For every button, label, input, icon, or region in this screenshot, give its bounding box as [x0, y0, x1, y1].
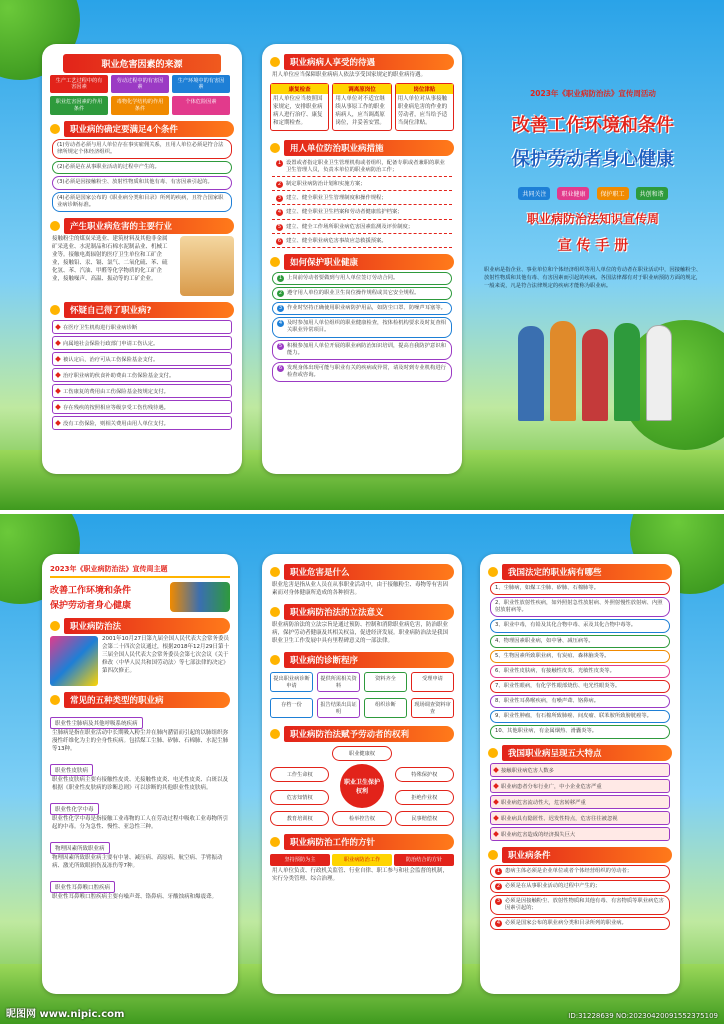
- number-icon: 1: [496, 867, 501, 874]
- panel-law-overview: [42, 554, 238, 994]
- section-title: 常见的五种类型的职业病: [64, 692, 230, 708]
- cover-title-1: 改善工作环境和条件: [512, 115, 674, 136]
- number-icon: 2: [278, 289, 283, 296]
- number-icon: 3: [496, 897, 501, 904]
- item-text: 作业时坚持正确使用职业病防护用品，如防尘口罩、防噪声耳塞等。: [287, 305, 446, 312]
- flow-step: 提出职业病诊断申请: [270, 672, 313, 692]
- disease-type: [50, 796, 230, 833]
- list-item: 工伤康复的费用由工伤保险基金按规定支付。: [52, 384, 232, 398]
- list-item: [272, 207, 452, 219]
- slogan-row: [42, 582, 238, 612]
- disease-type-name: 职业性尘肺病及其他呼吸系统疾病: [50, 717, 143, 729]
- list-item: 2、职业性放射性疾病，如外照射急性放射病、外照射慢性放射病、内照射放射病等。: [490, 597, 670, 617]
- number-icon: 4: [496, 920, 501, 927]
- list-item: [272, 272, 452, 285]
- feature-item: 接触职业病危害人数多: [490, 763, 670, 777]
- source-chip: 劳动过程中的有害因素: [111, 75, 169, 93]
- policy-chip: 防治结合的方针: [394, 854, 454, 866]
- item-text: 上岗前劳动者要做到与用人单位签订劳动合同。: [287, 274, 399, 281]
- source-chip: 职业危害因素的作用条件: [50, 96, 108, 114]
- item-text: 建立、健全工作场所职业病危害因素监测及评价制度；: [286, 223, 414, 230]
- number-icon: 1: [277, 159, 282, 166]
- policy-row: [262, 852, 462, 868]
- section-header: [270, 652, 454, 668]
- section-header: [488, 745, 672, 761]
- cover-tag: 职业健康: [557, 187, 589, 200]
- policy-chip: 职业病防治工作: [332, 854, 392, 866]
- cover-title-2: 保护劳动者身心健康: [512, 149, 674, 170]
- number-icon: 6: [278, 364, 283, 371]
- section-text: 职业病防治法的立法宗旨是通过预防、控制和消除职业病危害，防治职业病，保护劳动者健康及其相关权益，促进经济发展。职业病防治法是我国职业卫生工作发展中具有里程碑意义的一部法律。: [272, 621, 449, 644]
- section-title: 职业病病人享受的待遇: [284, 54, 454, 70]
- right-item: 教育培训权: [270, 811, 329, 826]
- list-item: [272, 193, 452, 205]
- number-icon: 5: [278, 342, 283, 349]
- list-item: [490, 880, 670, 893]
- treatment-card: [332, 83, 391, 131]
- disease-type-name: 职业性耳鼻喉口腔疾病: [50, 881, 115, 893]
- section-title: 职业病的确定要满足4个条件: [64, 121, 234, 137]
- section-title: 职业病防治工作的方针: [284, 834, 454, 850]
- section-title: 如何保护职业健康: [284, 254, 454, 270]
- number-icon: 4: [278, 320, 283, 327]
- section-header: [50, 692, 230, 708]
- list-item: (3)必须是因接触粉尘、放射性物质和其他有毒、有害因素引起的。: [52, 176, 232, 189]
- worker-illustration: [180, 236, 234, 296]
- source-chip: 毒物化学结构的作用条件: [111, 96, 169, 114]
- section-header: [270, 54, 454, 70]
- section-header: [50, 54, 234, 73]
- bullet-icon: [270, 655, 280, 665]
- disease-type-name: 物理因素所致职业病: [50, 842, 110, 854]
- list-item: [272, 236, 452, 248]
- cover-subtitle: 2023年《职业病防治法》宣传周活动: [530, 89, 656, 98]
- brochure-back: [0, 514, 724, 1024]
- list-item: 没有工伤保险，则相关费用由用人单位支付。: [52, 416, 232, 430]
- list-item: 7、职业性眼病，有化学性眼部烧伤、电光性眼炎等。: [490, 680, 670, 693]
- section-title: 职业病防治法的立法意义: [284, 604, 454, 620]
- list-item: [272, 362, 452, 382]
- hazard-source-chips: [42, 75, 242, 115]
- bullet-icon: [488, 748, 498, 758]
- bullet-icon: [270, 729, 280, 739]
- section-title: 职业危害因素的来源: [63, 54, 221, 73]
- section-text: 职业危害是指从业人员在从事职业活动中，由于接触粉尘、毒物等有害因素而对身体健康所造成的各种损害。: [272, 582, 449, 596]
- feature-item: 职业病危害流动性大，危害转移严重: [490, 795, 670, 809]
- section-header: [488, 564, 672, 580]
- disease-type-name: 职业性皮肤病: [50, 764, 93, 776]
- disease-type-desc: 职业性化学中毒是指接触工业毒物的工人在劳动过程中吸收工业毒物所引起的中毒。分为急性、慢性、亚急性三种。: [52, 815, 229, 830]
- section-title: 职业病条件: [502, 847, 672, 863]
- cover-panel: [478, 88, 708, 421]
- policy-chip: 坚持预防为主: [270, 854, 330, 866]
- flow-step: 组织诊断: [364, 698, 407, 718]
- bullet-icon: [270, 257, 280, 267]
- theme-banner: 2023年《职业病防治法》宣传周主题: [50, 564, 230, 578]
- card-head: 调离原岗位: [333, 84, 390, 94]
- section-header: [270, 254, 454, 270]
- card-body: 用人单位对从事接触职业病危害的作业的劳动者，应当给予适当岗位津贴。: [397, 95, 448, 126]
- industry-text: 接触粉尘的煤炭采选业、建筑材料及其他非金属矿采选业、水泥制品和石棉水泥制品业、机械工业等。接触电离辐射的医疗卫生单位和工矿企业，接触铅、汞、镉、氯气、二氧化硫、苯、硫化氢、苯、汽油、甲醛等化学物质的化工矿企业，接触噪声、高温、振动等的工矿企业。: [52, 235, 168, 282]
- disease-type-name: 职业性化学中毒: [50, 803, 99, 815]
- list-item: [490, 865, 670, 878]
- list-item: 10、其他职业病，有金属烟热、滑囊炎等。: [490, 725, 670, 738]
- law-text: 2001年10月27日第九届全国人民代表大会常务委员会第二十四次会议通过，根据2018年12月29日第十三届全国人民代表大会常务委员会第七次会议《关于修改〈中华人民共和国劳动法〉等七部法律的决定》第四次修正。: [102, 636, 229, 674]
- list-item: 8、职业性耳鼻喉疾病，有噪声聋、铬鼻病。: [490, 695, 670, 708]
- list-item: 被认定后，治疗可从工伤保险基金支付。: [52, 352, 232, 366]
- disease-type-desc: 尘肺病是指在职业活动中长期吸入粉尘并在肺内潴留而引起的以肺组织弥漫性纤维化为主的全身性疾病。包括煤工尘肺、矽肺、石棉肺、水泥尘肺等13种。: [52, 730, 229, 752]
- section-title: 用人单位防治职业病措施: [284, 140, 454, 156]
- section-intro: 用人单位应当保障职业病病人依法享受国家规定的职业病待遇。: [272, 72, 427, 78]
- section-header: [270, 726, 454, 742]
- card-body: 用人单位应当按照国家规定，安排职业病病人进行治疗、康复和定期检查。: [273, 95, 323, 126]
- panel-employer-measures: [262, 44, 462, 474]
- list-item: 向属地社会保险行政部门申请工伤认定。: [52, 336, 232, 350]
- diagnosis-flow: [262, 670, 462, 720]
- list-item: [490, 895, 670, 915]
- bullet-icon: [50, 305, 60, 315]
- item-text: 患病主体必须是企业单位或者个体经营组织的劳动者；: [505, 867, 633, 874]
- item-text: 设置或者指定职业卫生管理机构或者组织，配备专职或者兼职的职业卫生管理人员，负责本单位的职业病防治工作；: [286, 159, 445, 173]
- section-title: 职业病防治法赋予劳动者的权利: [284, 726, 454, 742]
- number-icon: 2: [277, 181, 282, 188]
- number-icon: 3: [278, 305, 283, 312]
- section-title: 怀疑自己得了职业病?: [64, 302, 234, 318]
- watermark-left: 昵图网 www.nipic.com: [6, 1009, 125, 1020]
- item-text: 建立、健全职业病危害事故应急救援预案。: [286, 237, 387, 244]
- rights-center: 职业卫生保护权利: [340, 764, 384, 808]
- disease-type: [50, 710, 230, 755]
- right-item: 危害知情权: [270, 790, 329, 805]
- right-item: 拒绝作业权: [395, 790, 454, 805]
- section-title: 我国职业病呈现五大特点: [502, 745, 672, 761]
- number-icon: 3: [277, 195, 282, 202]
- section-header: [270, 140, 454, 156]
- disease-type: [50, 835, 230, 872]
- right-item: 职业健康权: [332, 746, 391, 761]
- section-header: [270, 834, 454, 850]
- list-item: 3、职业中毒，有铅及其化合物中毒、汞及其化合物中毒等。: [490, 619, 670, 632]
- bullet-icon: [270, 143, 280, 153]
- item-text: 制定职业病防治计划和实施方案；: [286, 181, 366, 188]
- source-chip: 个体危险因素: [172, 96, 230, 114]
- list-item: [272, 158, 452, 177]
- law-row: [42, 636, 238, 686]
- section-title: 职业病的诊断程序: [284, 652, 454, 668]
- right-item: 工作生命权: [270, 767, 329, 782]
- cover-tag: 共同关注: [518, 187, 550, 200]
- flow-step: 现场调查资料审查: [411, 698, 454, 718]
- slogan-1: 改善工作环境和条件: [50, 586, 132, 596]
- rights-diagram: [262, 744, 462, 828]
- bullet-icon: [270, 607, 280, 617]
- flow-step: 存档一份: [270, 698, 313, 718]
- disease-type-desc: 职业性皮肤病主要有接触性皮炎、光接触性皮炎、电光性皮炎、白斑以及根据《职业性皮肤病的诊断总则》可以诊断的其他职业性皮肤病。: [52, 776, 229, 791]
- number-icon: 5: [277, 223, 282, 230]
- section-header: [50, 618, 230, 634]
- number-icon: 6: [277, 237, 282, 244]
- list-item: [272, 222, 452, 234]
- bullet-icon: [488, 850, 498, 860]
- cover-tag: 共创和谐: [636, 187, 668, 200]
- section-title: 我国法定的职业病有哪些: [502, 564, 672, 580]
- card-head: 康复检查: [271, 84, 328, 94]
- cover-tags: [478, 181, 708, 200]
- list-item: (4)必须是国家公布的《职业病分类和目录》所列的疾病，且符合国家职业病诊断标准。: [52, 192, 232, 212]
- treatment-card: [270, 83, 329, 131]
- item-text: 积极参加用人单位开展的职业病防治知识培训，提高自我防护意识和能力。: [287, 342, 446, 356]
- list-item: [272, 287, 452, 300]
- right-item: 特殊保护权: [395, 767, 454, 782]
- feature-item: 职业病患者分布行业广，中小企业危害严重: [490, 779, 670, 793]
- books-illustration: [50, 636, 98, 686]
- section-header: [270, 604, 454, 620]
- flow-step: 提供所需相关资料: [317, 672, 360, 692]
- flow-step: 报告结果出具证明: [317, 698, 360, 718]
- list-item: [490, 917, 670, 930]
- number-icon: 2: [496, 882, 501, 889]
- watermark-right: ID:31228639 NO:20230420091552375109: [568, 1012, 718, 1020]
- list-item: [272, 302, 452, 315]
- list-item: 6、职业性皮肤病，有接触性皮炎、光敏性皮炎等。: [490, 665, 670, 678]
- bullet-icon: [488, 567, 498, 577]
- list-item: 5、生物因素所致职业病，有炭疽、森林脑炎等。: [490, 650, 670, 663]
- disease-type-desc: 职业性耳鼻喉口腔疾病主要有噪声聋、铬鼻病、牙酸蚀病和爆震聋。: [52, 893, 218, 900]
- section-header: [50, 218, 234, 234]
- bullet-icon: [50, 221, 60, 231]
- brochure-front: [0, 0, 724, 510]
- item-text: 必须是在从事职业活动的过程中产生的；: [505, 882, 601, 889]
- source-chip: 生产工艺过程中的有害因素: [50, 75, 108, 93]
- workers-illustration: [508, 301, 678, 421]
- flow-step: 资料齐全: [364, 672, 407, 692]
- list-item: 治疗职业病的伙食补助费由工伤保险基金支付。: [52, 368, 232, 382]
- list-item: 存在残疾的按照相应等级享受工伤伤残待遇。: [52, 400, 232, 414]
- industry-row: [42, 236, 242, 296]
- right-item: 民事赔偿权: [395, 811, 454, 826]
- disease-type: [50, 874, 230, 903]
- bullet-icon: [50, 124, 60, 134]
- item-text: 发现身体出现可能与职业有关的疾病或异常，请及时到专业机构进行检查或咨询。: [287, 364, 446, 378]
- panel-hazard-sources: [42, 44, 242, 474]
- section-header: [50, 121, 234, 137]
- bullet-icon: [50, 695, 60, 705]
- source-chip: 生产环境中的有害因素: [172, 75, 230, 93]
- cover-intro: 职业病是指企业、事业单位和个体经济组织等用人单位的劳动者在职业活动中，因接触粉尘、放射性物质和其他有毒、有害因素而引起的疾病。各国法律都有对于职业病预防方面的规定，一般来说，凡是符合法律规定的疾病才能称为职业病。: [484, 267, 702, 289]
- item-text: 遵守用人单位的职业卫生岗位操作规程或其它安全规程。: [287, 289, 420, 296]
- item-text: 建立、健全职业卫生档案和劳动者健康监护档案；: [286, 209, 403, 216]
- bullet-icon: [50, 621, 60, 631]
- workers-illustration: [170, 582, 230, 612]
- section-text: 用人单位负责、行政机关监管、行业自律、职工参与和社会监督的机制，实行分类管理、综合治理。: [272, 868, 449, 883]
- feature-item: 职业病具有隐匿性、迟发性特点，危害往往被忽视: [490, 811, 670, 825]
- treatment-columns: [262, 80, 462, 134]
- section-title: 职业病防治法: [64, 618, 230, 634]
- card-body: 用人单位对不适宜继续从事原工作的职业病病人，应当调离原岗位，并妥善安置。: [335, 95, 385, 126]
- cover-title-4: 宣 传 手 册: [557, 238, 629, 254]
- bullet-icon: [270, 837, 280, 847]
- section-title: 产生职业病危害的主要行业: [64, 218, 234, 234]
- card-head: 岗位津贴: [396, 84, 453, 94]
- panel-legal-diseases: [480, 554, 680, 994]
- section-header: [270, 564, 454, 580]
- feature-item: 职业病危害造成的经济损失巨大: [490, 827, 670, 841]
- cover-tag: 保护职工: [597, 187, 629, 200]
- list-item: 1、尘肺病，如煤工尘肺、矽肺、石棉肺等。: [490, 582, 670, 595]
- item-text: 建立、健全职业卫生管理制度和操作规程；: [286, 195, 387, 202]
- section-header: [488, 847, 672, 863]
- flow-step: 受理申请: [411, 672, 454, 692]
- section-title: 职业危害是什么: [284, 564, 454, 580]
- section-header: [50, 302, 234, 318]
- cover-title-3: 职业病防治法知识宣传周: [526, 212, 659, 226]
- list-item: 9、职业性肿瘤，有石棉所致肺癌、间皮瘤、联苯胺所致膀胱癌等。: [490, 710, 670, 723]
- disease-type-desc: 物理因素所致职业病主要有中暑、减压病、高原病、航空病、手臂振动病、激光所致眼损伤及冻伤等7种。: [52, 854, 223, 869]
- right-item: 检举控告权: [332, 811, 391, 826]
- panel-diagnosis: [262, 554, 462, 994]
- disease-type: [50, 757, 230, 794]
- item-text: 必须是国家公布的职业病分类和目录所列的职业病。: [505, 920, 627, 927]
- item-text: 及时参加用人单位组织的职业健康检查，按体检机构要求及时复查相关职业异常项目。: [287, 320, 446, 334]
- list-item: [272, 340, 452, 360]
- treatment-card: [395, 83, 454, 131]
- bullet-icon: [270, 57, 280, 67]
- item-text: 必须是因接触粉尘、放射性物质和其他有毒、有害物质等职业病危害因素引起的；: [505, 897, 664, 911]
- list-item: [272, 317, 452, 337]
- slogan-2: 保护劳动者身心健康: [50, 601, 132, 611]
- bullet-icon: [270, 567, 280, 577]
- list-item: [272, 179, 452, 191]
- list-item: (2)必须是在从事职业活动的过程中产生的。: [52, 161, 232, 174]
- number-icon: 1: [278, 274, 283, 281]
- number-icon: 4: [277, 209, 282, 216]
- list-item: 4、物理因素职业病，如中暑、减压病等。: [490, 635, 670, 648]
- list-item: 在医疗卫生机构进行职业病诊断: [52, 320, 232, 334]
- list-item: (1)劳动者必须与用人单位存在事实雇佣关系，且用人单位必须是符合法律所规定个体经济组织。: [52, 139, 232, 159]
